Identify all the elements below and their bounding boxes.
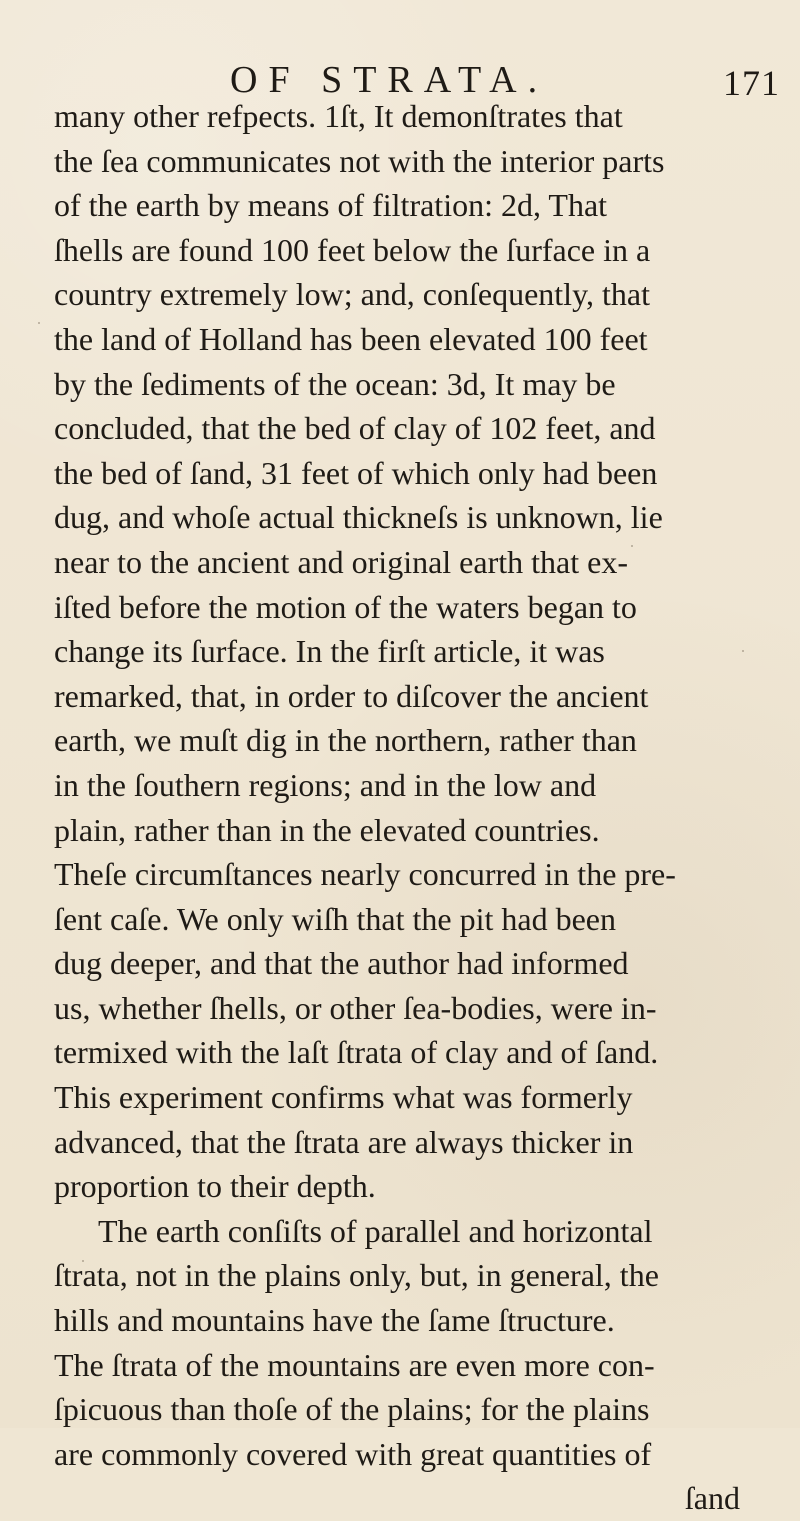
running-head: OF STRATA. [230, 59, 549, 101]
page-text [54, 94, 748, 1521]
paper-speck [38, 322, 40, 324]
text-line: ſpicuous than thoſe of the plains; for the plains [54, 1391, 650, 1428]
page-number: 171 [723, 63, 780, 103]
catchword: ſand [684, 1480, 740, 1517]
paper-speck [631, 545, 633, 547]
text-line: the bed of ſand, 31 feet of which only had been [54, 454, 658, 491]
text-line: The ſtrata of the mountains are even more con- [54, 1346, 655, 1383]
text-line: ſent caſe. We only wiſh that the pit had been [54, 900, 616, 937]
text-line: in the ſouthern regions; and in the low and [54, 766, 597, 803]
text-line: ſtrata, not in the plains only, but, in general, the [54, 1257, 659, 1294]
paper-speck [82, 1260, 84, 1262]
text-line: ſhells are found 100 feet below the ſurface in a [54, 231, 651, 268]
text-line: Theſe circumſtances nearly concurred in the pre- [54, 856, 676, 893]
text-line: dug, and whoſe actual thickneſs is unknown, lie [54, 499, 663, 536]
text-line: remarked, that, in order to diſcover the ancient [54, 677, 649, 714]
text-line: are commonly covered with great quantities of [54, 1435, 652, 1472]
text-line: the land of Holland has been elevated 100 feet [54, 320, 648, 357]
paragraph-start-line: The earth conſiſts of parallel and horizontal [98, 1212, 653, 1249]
text-line: earth, we muſt dig in the northern, rather than [54, 722, 637, 759]
text-line: many other refpects. 1ſt, It demonſtrates that [54, 98, 623, 134]
paper-speck [742, 650, 744, 652]
text-line: us, whether ſhells, or other ſea-bodies, were in- [54, 989, 657, 1026]
text-line: the ſea communicates not with the interior parts [54, 142, 665, 179]
text-line: country extremely low; and, conſequently, that [54, 276, 650, 313]
text-line: This experiment confirms what was formerly [54, 1079, 633, 1116]
text-line: by the ſediments of the ocean: 3d, It may be [54, 365, 616, 402]
text-line: hills and mountains have the ſame ſtructure. [54, 1302, 615, 1339]
text-line: plain, rather than in the elevated countries. [54, 811, 600, 848]
text-line: change its ſurface. In the firſt article, it was [54, 633, 605, 670]
text-line: termixed with the laſt ſtrata of clay and of ſand. [54, 1034, 659, 1071]
text-line: iſted before the motion of the waters began to [54, 588, 637, 625]
text-line: of the earth by means of filtration: 2d, That [54, 187, 608, 224]
text-line: advanced, that the ſtrata are always thicker in [54, 1123, 634, 1160]
text-line: near to the ancient and original earth that ex- [54, 543, 628, 580]
text-line: concluded, that the bed of clay of 102 feet, and [54, 410, 656, 447]
text-line: dug deeper, and that the author had informed [54, 945, 629, 982]
text-line: proportion to their depth. [54, 1168, 376, 1205]
